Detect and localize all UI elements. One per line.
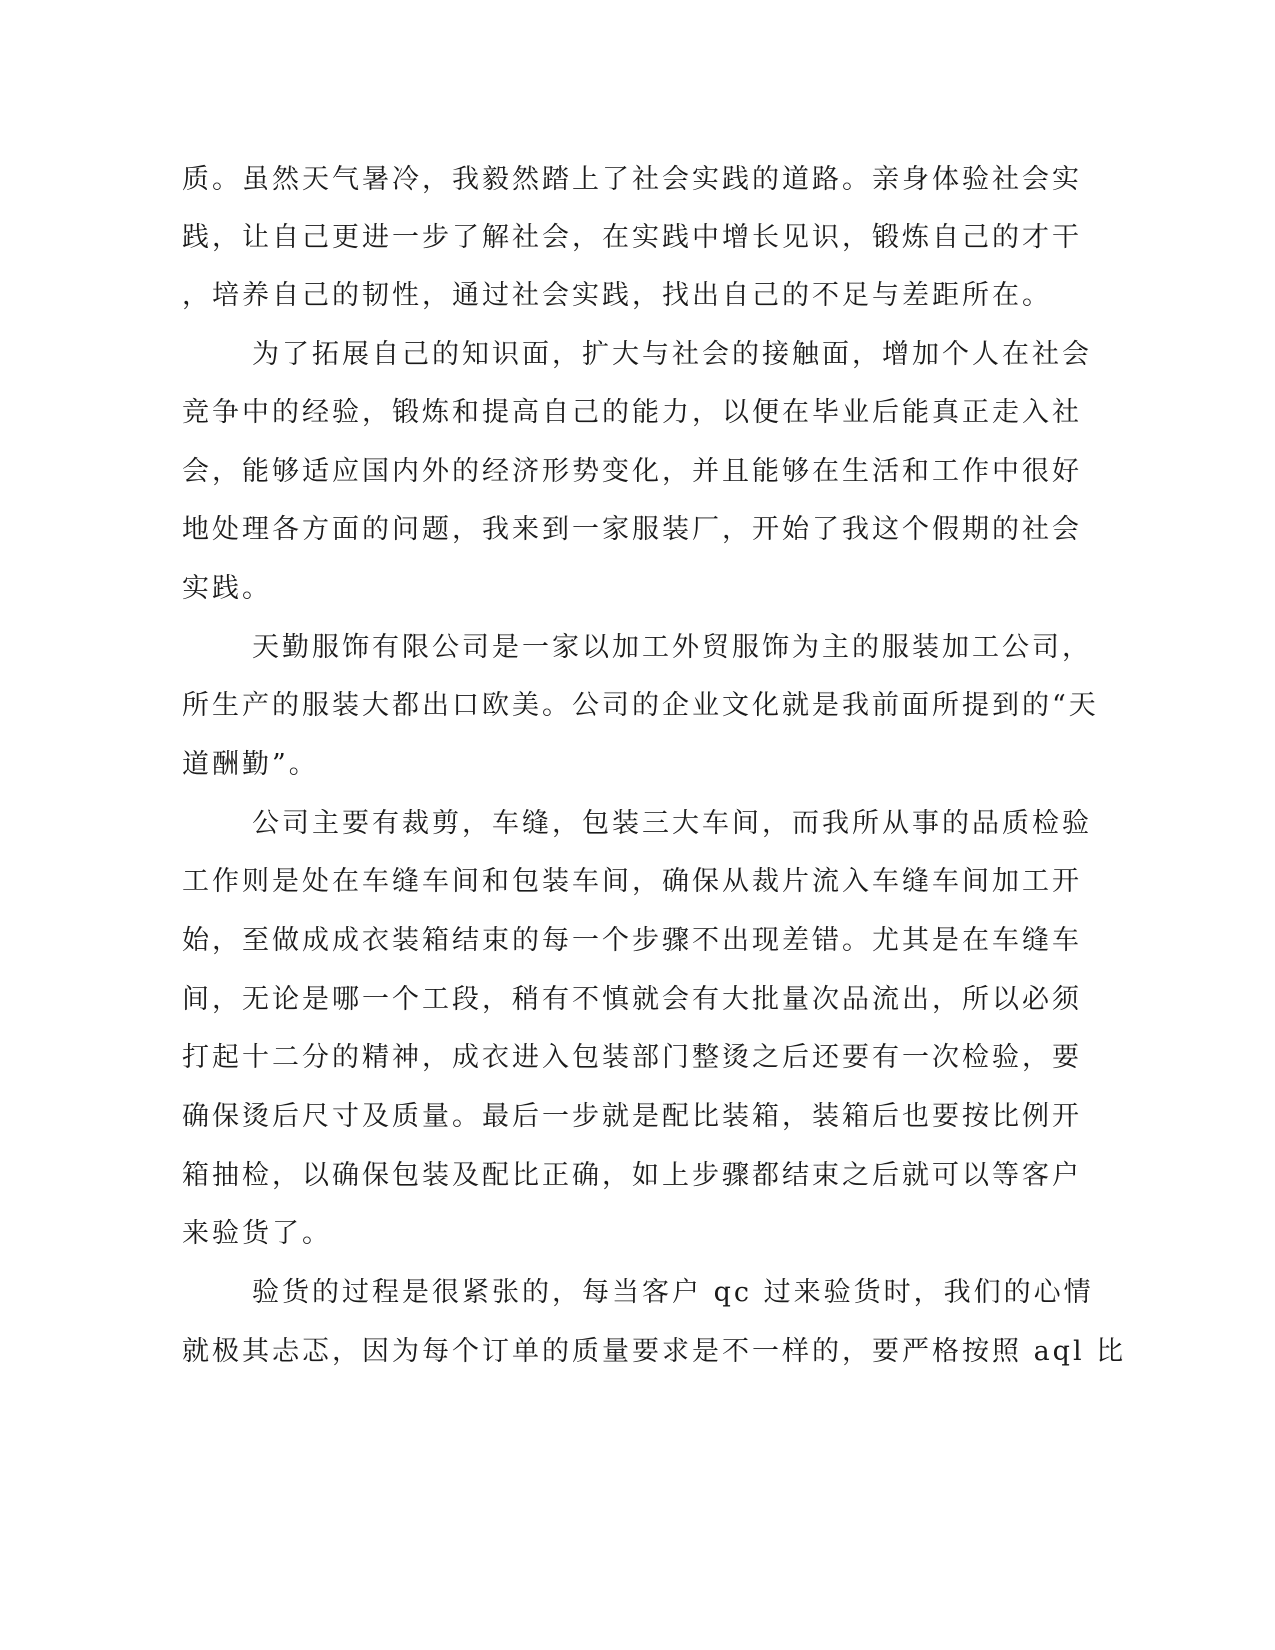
text-line: 竞争中的经验，锻炼和提高自己的能力，以便在毕业后能真正走入社: [182, 397, 1082, 428]
text-line: 践，让自己更进一步了解社会，在实践中增长见识，锻炼自己的才干: [182, 222, 1082, 253]
paragraph-start-line: 验货的过程是很紧张的，每当客户 qc 过来验货时，我们的心情: [252, 1277, 1094, 1308]
text-line: 质。虽然天气暑冷，我毅然踏上了社会实践的道路。亲身体验社会实: [182, 164, 1082, 195]
text-line: 就极其忐忑，因为每个订单的质量要求是不一样的，要严格按照 aql 比: [182, 1336, 1127, 1367]
paragraph-start-line: 天勤服饰有限公司是一家以加工外贸服饰为主的服装加工公司，: [252, 632, 1092, 663]
text-line: 始，至做成成衣装箱结束的每一个步骤不出现差错。尤其是在车缝车: [182, 925, 1082, 956]
text-line: 实践。: [182, 573, 272, 604]
text-line: 会，能够适应国内外的经济形势变化，并且能够在生活和工作中很好: [182, 456, 1082, 487]
text-line: 打起十二分的精神，成衣进入包装部门整烫之后还要有一次检验，要: [182, 1042, 1082, 1073]
text-line: 道酬勤”。: [182, 749, 319, 780]
text-line: ，培养自己的韧性，通过社会实践，找出自己的不足与差距所在。: [182, 280, 1052, 311]
text-line: 地处理各方面的问题，我来到一家服装厂，开始了我这个假期的社会: [182, 514, 1082, 545]
text-line: 间，无论是哪一个工段，稍有不慎就会有大批量次品流出，所以必须: [182, 984, 1082, 1015]
text-line: 箱抽检，以确保包装及配比正确，如上步骤都结束之后就可以等客户: [182, 1160, 1082, 1191]
text-line: 确保烫后尺寸及质量。最后一步就是配比装箱，装箱后也要按比例开: [182, 1101, 1082, 1132]
paragraph-start-line: 公司主要有裁剪，车缝，包装三大车间，而我所从事的品质检验: [252, 808, 1092, 839]
text-line: 工作则是处在车缝车间和包装车间，确保从裁片流入车缝车间加工开: [182, 866, 1082, 897]
text-line: 来验货了。: [182, 1218, 332, 1249]
paragraph-start-line: 为了拓展自己的知识面，扩大与社会的接触面，增加个人在社会: [252, 339, 1092, 370]
text-line: 所生产的服装大都出口欧美。公司的企业文化就是我前面所提到的“天: [182, 690, 1099, 721]
